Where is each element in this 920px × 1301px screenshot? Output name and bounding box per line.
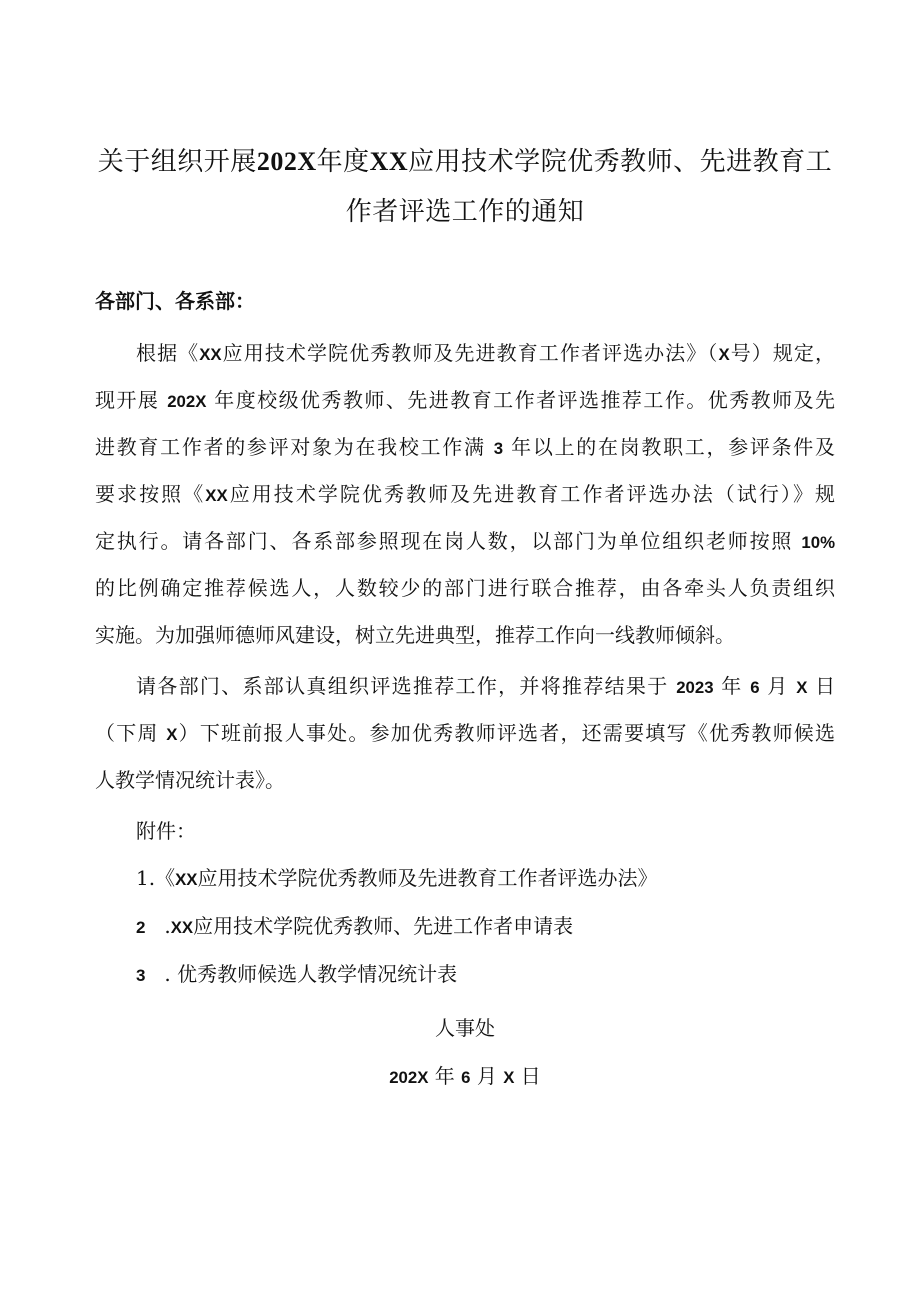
number-run: 3 — [493, 439, 504, 458]
number-run: X — [796, 678, 808, 697]
document-body — [95, 330, 835, 999]
paragraph-2 — [95, 663, 835, 804]
salutation: 各部门、各系部： — [95, 289, 255, 313]
title-xx: XX — [369, 147, 409, 176]
text-run: 日 — [815, 674, 836, 698]
text-run: 根据《 — [136, 341, 200, 365]
text-run: 定执行。请各部门、各系部参照现在岗人数，以部门为单位组织老师按照 — [95, 529, 794, 553]
text-run: 月 — [767, 674, 789, 698]
text-run: 应用技术学院优秀教师及先进教育工作者评选办法》 — [197, 866, 658, 890]
text-run: 进教育工作者的参评对象为在我校工作满 — [95, 435, 486, 459]
number-run: XX — [199, 345, 222, 364]
p2-line-1 — [95, 663, 835, 710]
p1-line-4 — [95, 471, 835, 518]
document-title — [95, 137, 835, 237]
p2-line-2 — [95, 710, 835, 757]
p1-line-3 — [95, 424, 835, 471]
text-run: 应用技术学院优秀教师、先进工作者申请表 — [193, 914, 574, 938]
text-run: 现开展 — [95, 388, 160, 412]
attachment-list — [95, 855, 835, 999]
date-month: 6 — [461, 1068, 471, 1087]
attachment-item-2 — [95, 903, 835, 951]
text-run: ）下班前报人事处。参加优秀教师评选者，还需要填写《优秀教师候选 — [177, 721, 836, 745]
text-run: . — [158, 914, 171, 938]
title-line-2: 作者评选工作的通知 — [345, 197, 585, 227]
title-text: 年度 — [316, 147, 370, 177]
text-run: . 优秀教师候选人教学情况统计表 — [158, 962, 458, 986]
text-run: 年度校级优秀教师、先进教育工作者评选推荐工作。优秀教师及先 — [214, 388, 836, 412]
attachment-item-3 — [95, 951, 835, 999]
number-run: X — [166, 725, 178, 744]
number-run: XX — [170, 918, 194, 937]
title-year: 202X — [256, 147, 317, 176]
text-run: 号）规定， — [729, 341, 836, 365]
attachment-item-1 — [95, 855, 835, 903]
text-run: 《 — [155, 866, 176, 890]
text-run: 应用技术学院优秀教师及先进教育工作者评选办法（试行）》规 — [227, 482, 836, 506]
number-run: X — [718, 345, 730, 364]
text-run: 年以上的在岗教职工，参评条件及 — [511, 435, 836, 459]
number-run: 2023 — [676, 678, 714, 697]
attachment-number: 3 — [136, 966, 146, 985]
attachment-number: 2 — [136, 918, 146, 937]
p1-line-6: 的比例确定推荐候选人，人数较少的部门进行联合推荐，由各牵头人负责组织 — [95, 576, 835, 600]
p2-line-3: 人教学情况统计表》。 — [95, 768, 285, 792]
p1-line-5 — [95, 518, 835, 565]
date-day: X — [503, 1068, 515, 1087]
signature-org: 人事处 — [435, 1016, 495, 1040]
title-line-1 — [95, 137, 835, 187]
number-run: 6 — [750, 678, 760, 697]
attachment-number: 1. — [136, 866, 156, 890]
number-run: XX — [205, 486, 228, 505]
date-year: 202X — [389, 1068, 429, 1087]
date-unit: 月 — [476, 1064, 497, 1088]
text-run: 请各部门、系部认真组织评选推荐工作，并将推荐结果于 — [136, 674, 669, 698]
title-text: 关于组织开展 — [97, 147, 257, 177]
number-run: 202X — [167, 392, 207, 411]
text-run: 年 — [721, 674, 743, 698]
p1-line-7: 实施。为加强师德师风建设，树立先进典型，推荐工作向一线教师倾斜。 — [95, 623, 735, 647]
number-run: 10% — [801, 533, 836, 552]
title-text: 应用技术学院优秀教师、先进教育工 — [408, 147, 833, 177]
date-unit: 年 — [434, 1064, 455, 1088]
number-run: XX — [175, 870, 198, 889]
text-run: 要求按照《 — [95, 482, 206, 506]
paragraph-1 — [95, 330, 835, 659]
date-unit: 日 — [520, 1064, 541, 1088]
p1-line-2 — [95, 377, 835, 424]
text-run: 应用技术学院优秀教师及先进教育工作者评选办法》（ — [221, 341, 719, 365]
signature-date — [95, 1056, 835, 1098]
attachments-label: 附件： — [136, 819, 196, 843]
text-run: （下周 — [95, 721, 159, 745]
p1-line-1 — [95, 330, 835, 377]
